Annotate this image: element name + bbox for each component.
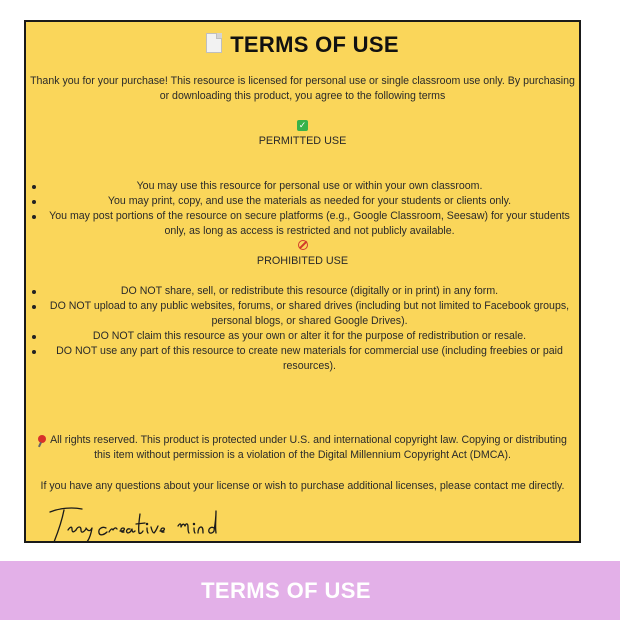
check-icon: ✓ <box>298 120 307 130</box>
list-item: DO NOT use any part of this resource to create new materials for commercial use (including freebies or paid resources). <box>26 344 579 374</box>
prohibited-list <box>26 284 579 374</box>
contact-text: If you have any questions about your license or wish to purchase additional licenses, please contact me directly. <box>40 480 565 492</box>
signature-logo <box>46 504 246 543</box>
pushpin-icon <box>38 435 46 443</box>
intro-text: Thank you for your purchase! This resource is licensed for personal use or single classroom use only. By purchasing or downloading this product, you agree to the following terms <box>30 75 575 102</box>
terms-card <box>24 20 581 543</box>
permitted-heading: PERMITTED USE <box>258 135 347 147</box>
copyright-notice: All rights reserved. This product is protected under U.S. and international copyright law. Copying or distributing this item without permission is a violation of the Digital Millennium Copyright Act (DMCA). <box>30 433 575 463</box>
document-icon <box>206 33 222 53</box>
prohibited-heading: PROHIBITED USE <box>256 255 349 267</box>
page-title-text: TERMS OF USE <box>230 32 399 57</box>
list-item: You may print, copy, and use the materials as needed for your students or clients only. <box>26 194 579 209</box>
list-item: DO NOT upload to any public websites, forums, or shared drives (including but not limited to Facebook groups, personal blogs, or shared Google Drives). <box>26 299 579 329</box>
page-title <box>26 32 579 58</box>
permitted-list <box>26 179 579 239</box>
list-item: You may use this resource for personal use or within your own classroom. <box>26 179 579 194</box>
list-item: DO NOT claim this resource as your own or alter it for the purpose of redistribution or resale. <box>26 329 579 344</box>
list-item: DO NOT share, sell, or redistribute this resource (digitally or in print) in any form. <box>26 284 579 299</box>
banner-title: TERMS OF USE <box>201 578 371 603</box>
list-item: You may post portions of the resource on secure platforms (e.g., Google Classroom, Seesaw) for your students only, as long as access is restricted and not publicly available. <box>26 209 579 239</box>
prohibited-icon <box>26 240 579 254</box>
